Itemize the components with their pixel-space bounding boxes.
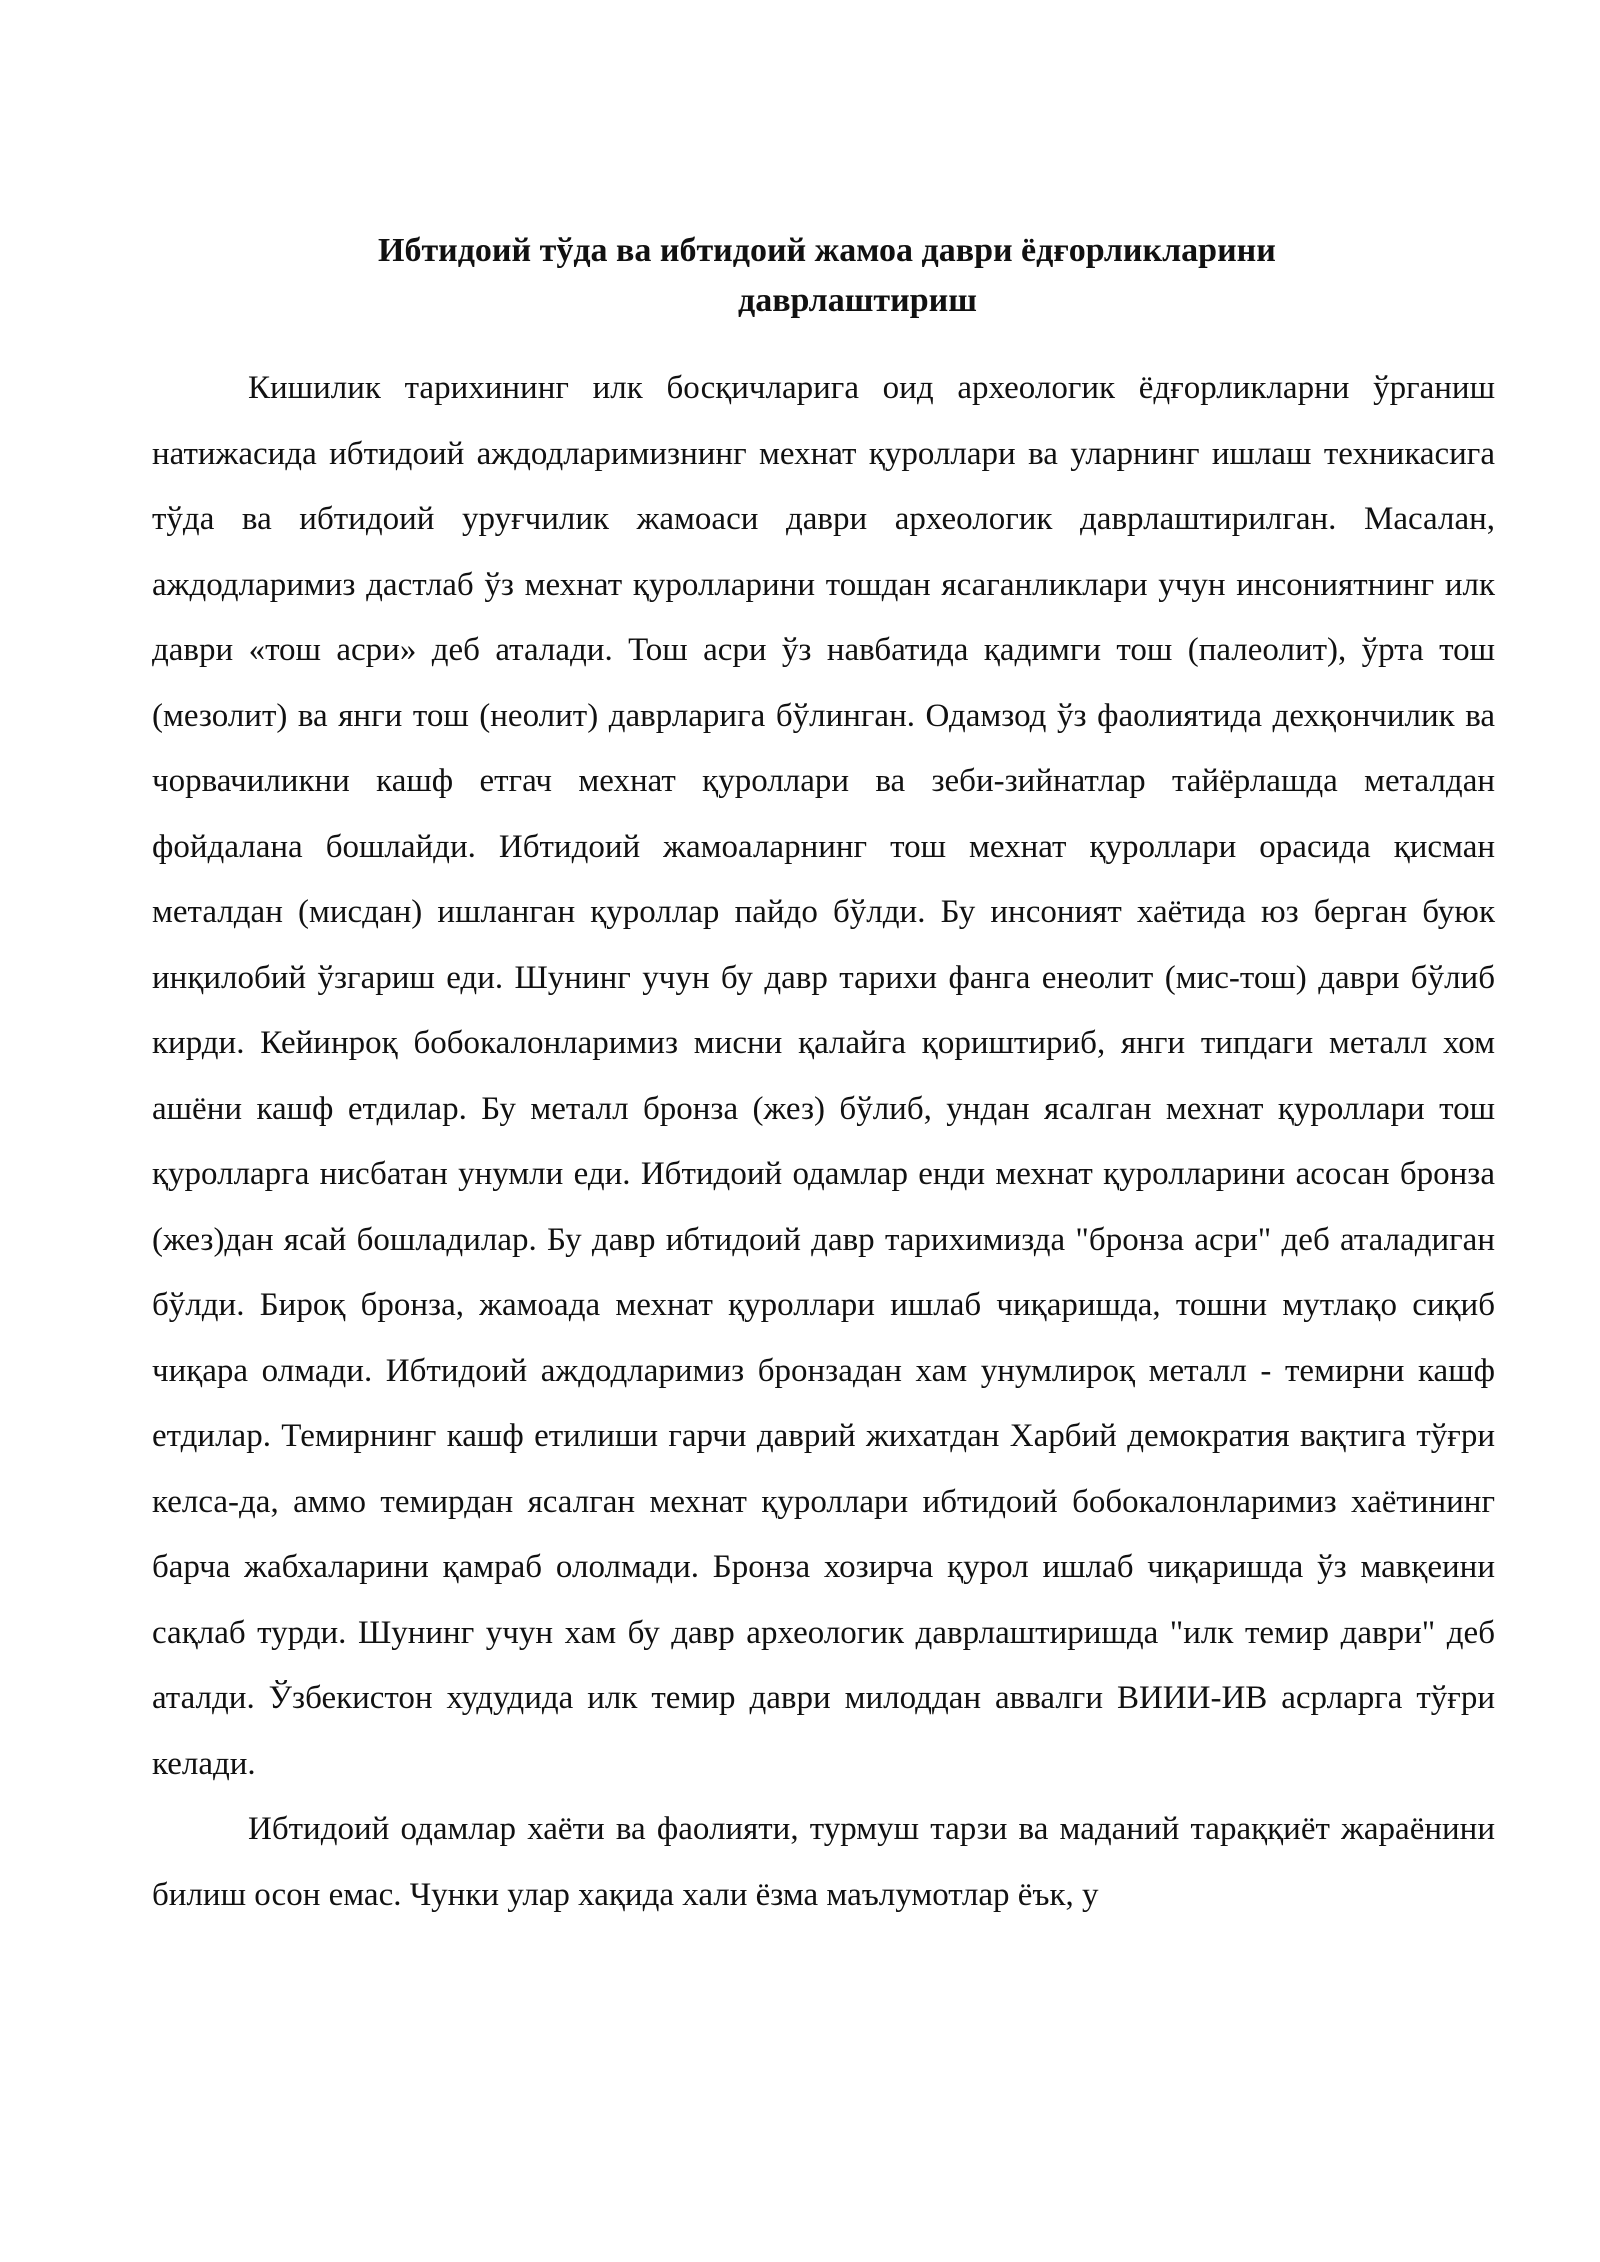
document-body (152, 356, 1495, 1928)
paragraph-2: Ибтидоий одамлар хаёти ва фаолияти, турмуш тарзи ва маданий тараққиёт жараёнини билиш осон емас. Чунки улар хақида хали ёзма маълумотлар ёък, у (152, 1811, 1495, 1913)
title-line-1: Ибтидоий тўда ва ибтидоий жамоа даври ёдғорликларини (378, 232, 1276, 269)
document-title (152, 226, 1495, 326)
title-line-2: даврлаштириш (738, 282, 977, 319)
paragraph-1: Кишилик тарихининг илк босқичларига оид археологик ёдғорликларни ўрганиш натижасида ибтидоий аждодларимизнинг мехнат қуроллари ва уларнинг ишлаш техникасига тўда ва ибтидоий уруғчилик жамоаси даври археологик даврлаштирилган. Масалан, аждодларимиз дастлаб ўз мехнат қуролларини тошдан ясаганликлари учун инсониятнинг илк даври «тош асри» деб аталади. Тош асри ўз навбатида қадимги тош (палеолит), ўрта тош (мезолит) ва янги тош (неолит) даврларига бўлинган. Одамзод ўз фаолиятида дехқончилик ва чорвачиликни кашф етгач мехнат қуроллари ва зеби-зийнатлар тайёрлашда металдан фойдалана бошлайди. Ибтидоий жамоаларнинг тош мехнат қуроллари орасида қисман металдан (мисдан) ишланган қуроллар пайдо бўлди. Бу инсоният хаётида юз берган буюк инқилобий ўзгариш еди. Шунинг учун бу давр тарихи фанга енеолит (мис-тош) даври бўлиб кирди. Кейинроқ бобокалонларимиз мисни қалайга қориштириб, янги типдаги металл хом ашёни кашф етдилар. Бу металл бронза (жез) бўлиб, ундан ясалган мехнат қуроллари тош қуролларга нисбатан унумли еди. Ибтидоий одамлар енди мехнат қуролларини асосан бронза (жез)дан ясай бошладилар. Бу давр ибтидоий давр тарихимизда "бронза асри" деб аталадиган бўлди. Бироқ бронза, жамоада мехнат қуроллари ишлаб чиқаришда, тошни мутлақо сиқиб чиқара олмади. Ибтидоий аждодларимиз бронзадан хам унумлироқ металл - темирни кашф етдилар. Темирнинг кашф етилиши гарчи даврий жихатдан Харбий демократия вақтига тўғри келса-да, аммо темирдан ясалган мехнат қуроллари ибтидоий бобокалонларимиз хаётининг барча жабхаларини қамраб ололмади. Бронза хозирча қурол ишлаб чиқаришда ўз мавқеини сақлаб турди. Шунинг учун хам бу давр археологик даврлаштиришда "илк темир даври" деб аталди. Ўзбекистон худудида илк темир даври милоддан аввалги ВИИИ-ИВ асрларга тўғри келади. (152, 370, 1495, 1782)
